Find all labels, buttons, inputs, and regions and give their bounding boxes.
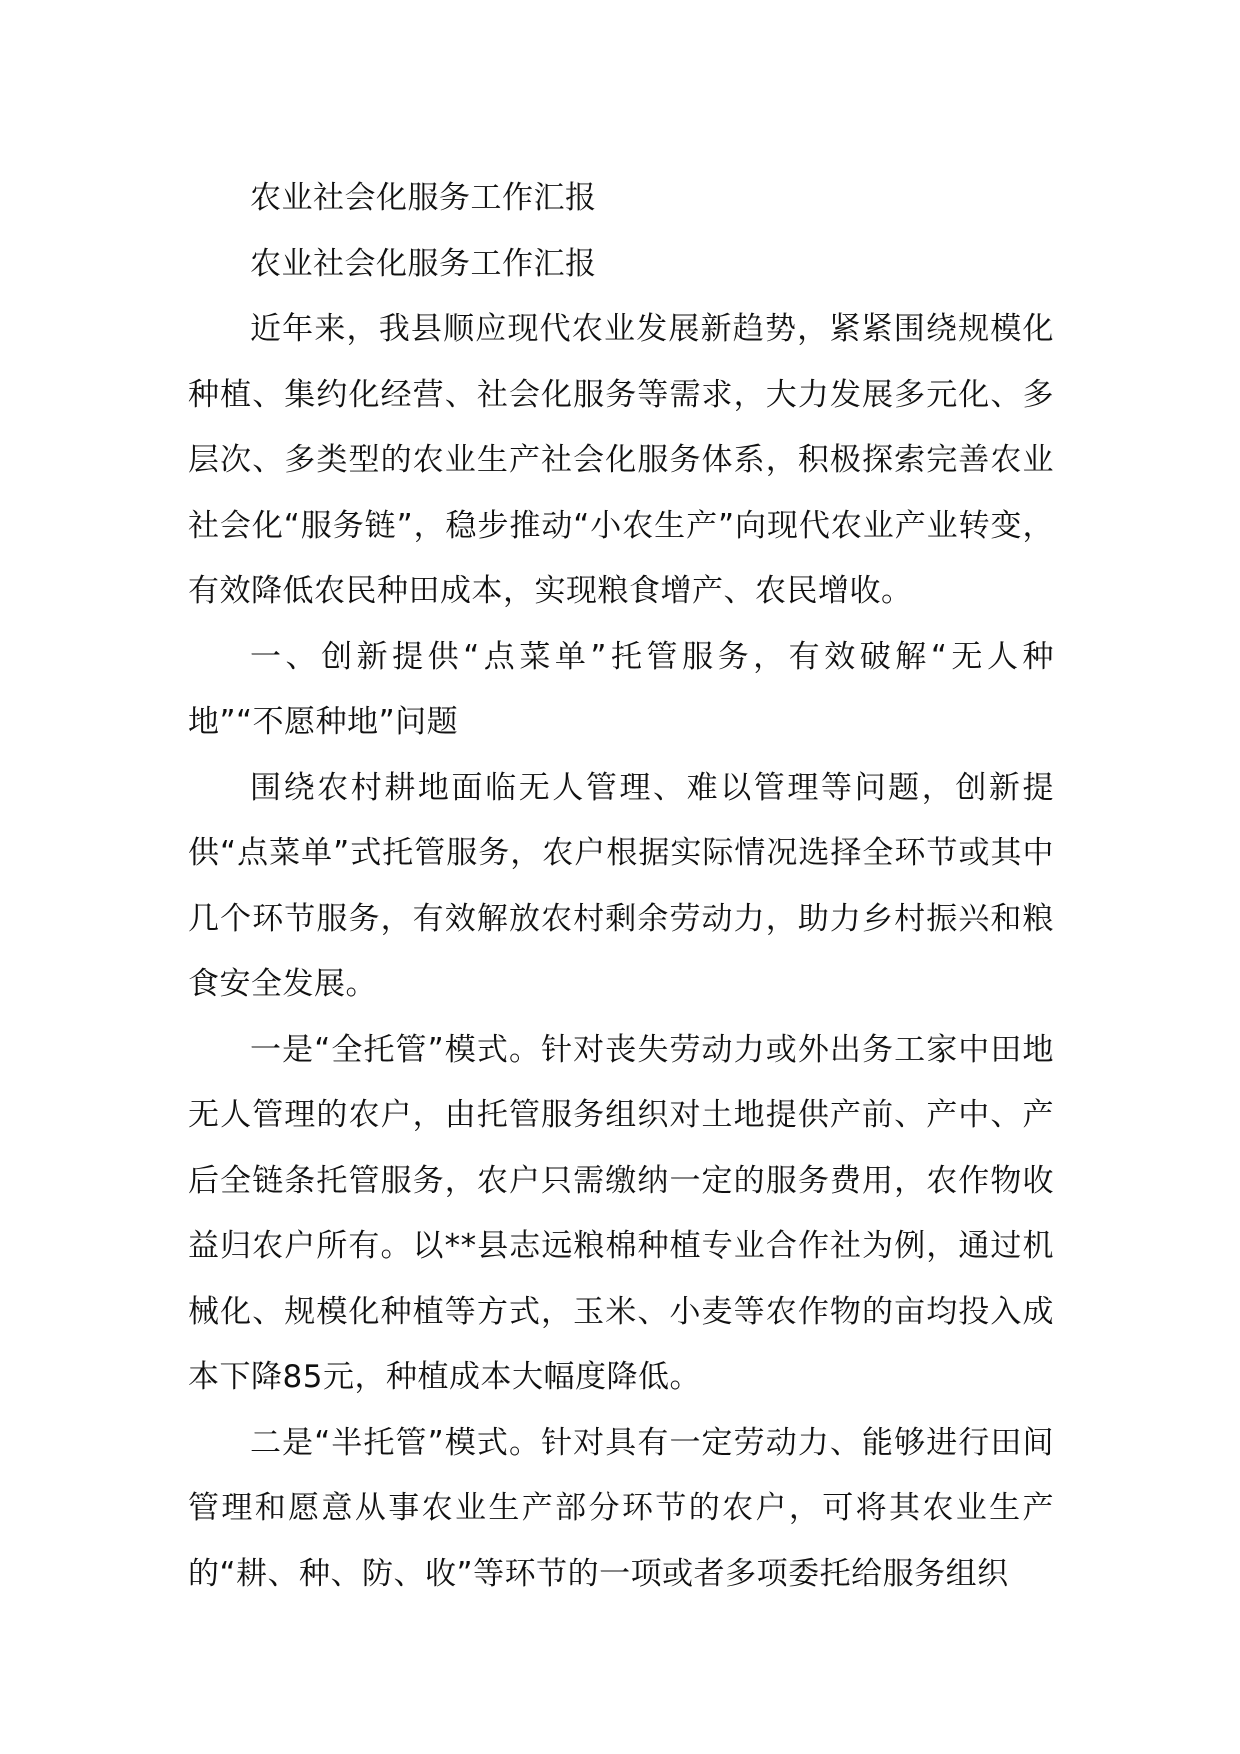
section-heading-1: 一、创新提供“点菜单”托管服务，有效破解“无人种地”“不愿种地”问题	[188, 638, 1054, 740]
document-body	[188, 166, 1054, 1607]
paragraph-half-custody: 二是“半托管”模式。针对具有一定劳动力、能够进行田间管理和愿意从事农业生产部分环节的农户，可将其农业生产的“耕、种、防、收”等环节的一项或者多项委托给服务组织	[188, 1424, 1054, 1592]
document-title: 农业社会化服务工作汇报	[250, 180, 597, 216]
paragraph-section-1: 围绕农村耕地面临无人管理、难以管理等问题，创新提供“点菜单”式托管服务，农户根据实际情况选择全环节或其中几个环节服务，有效解放农村剩余劳动力，助力乡村振兴和粮食安全发展。	[188, 769, 1054, 1002]
paragraph-full-custody: 一是“全托管”模式。针对丧失劳动力或外出务工家中田地无人管理的农户，由托管服务组织对土地提供产前、产中、产后全链条托管服务，农户只需缴纳一定的服务费用，农作物收益归农户所有。以**县志远粮棉种植专业合作社为例，通过机械化、规模化种植等方式，玉米、小麦等农作物的亩均投入成本下降85元，种植成本大幅度降低。	[188, 1031, 1054, 1395]
paragraph-intro: 近年来，我县顺应现代农业发展新趋势，紧紧围绕规模化种植、集约化经营、社会化服务等需求，大力发展多元化、多层次、多类型的农业生产社会化服务体系，积极探索完善农业社会化“服务链”，稳步推动“小农生产”向现代农业产业转变，有效降低农民种田成本，实现粮食增产、农民增收。	[188, 311, 1054, 609]
document-subtitle: 农业社会化服务工作汇报	[250, 245, 597, 282]
